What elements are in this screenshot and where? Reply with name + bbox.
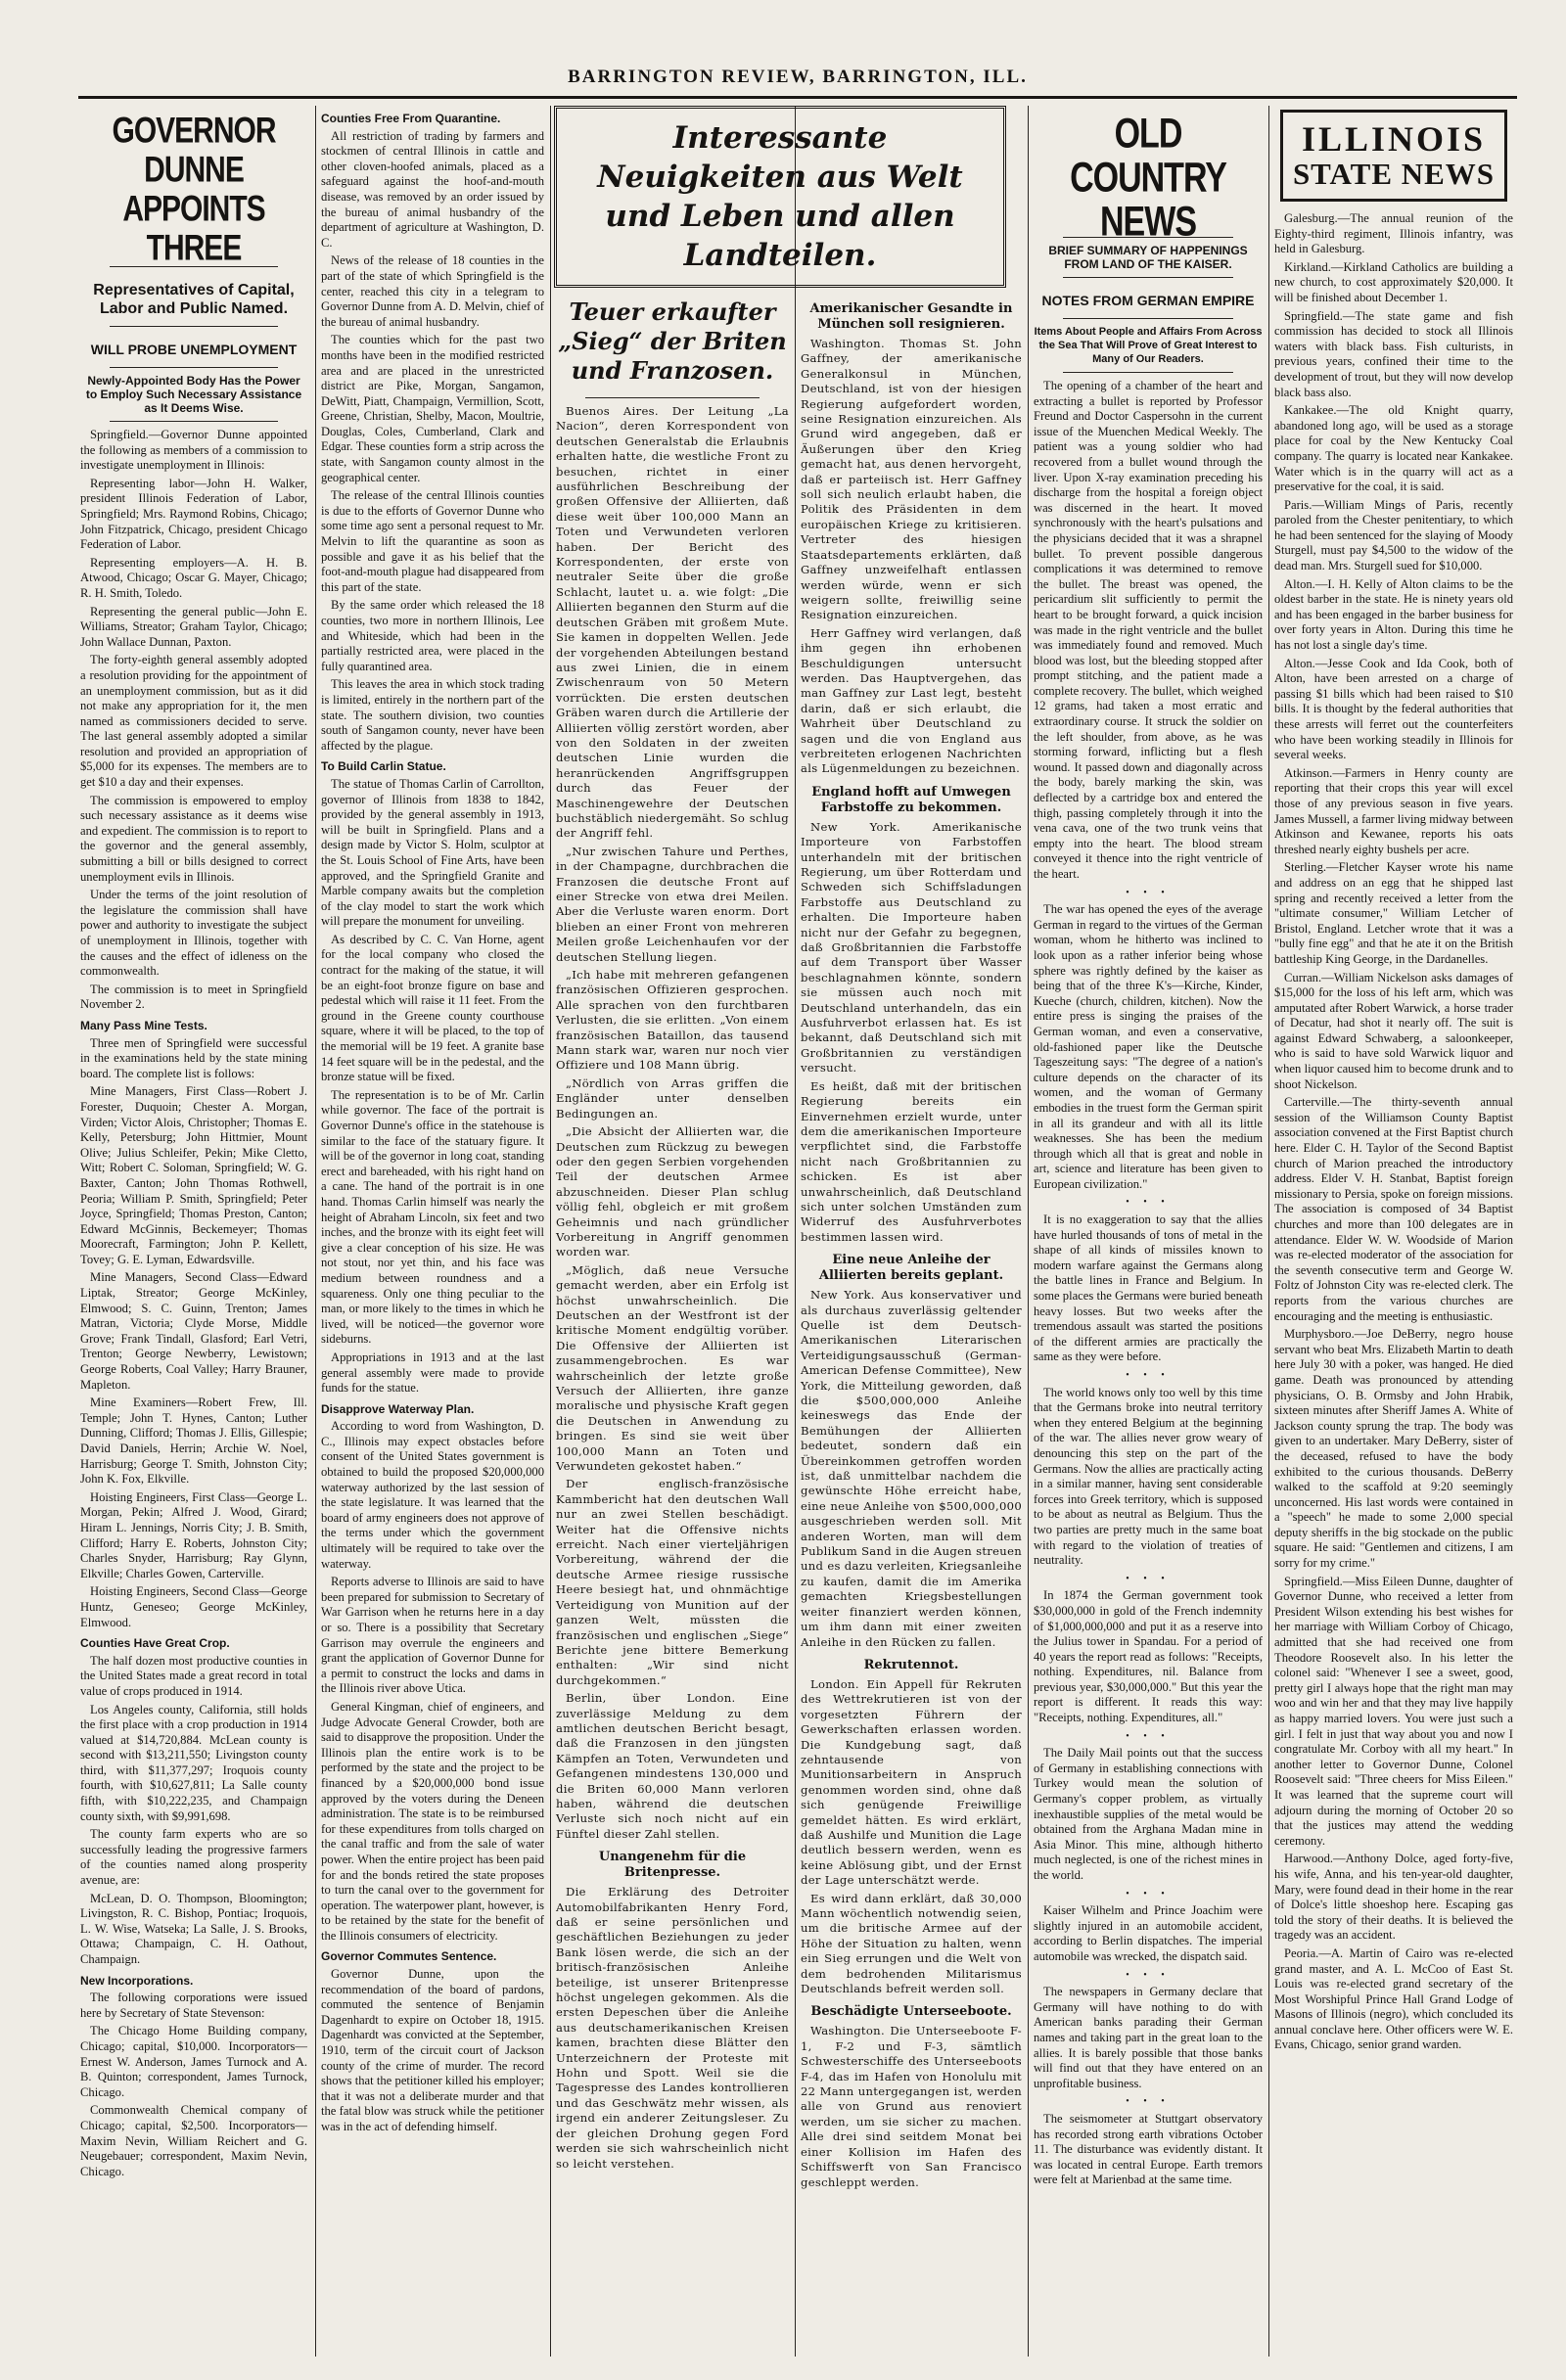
subhead-brief-summary: BRIEF SUMMARY OF HAPPENINGS FROM LAND OF THE KAISER.: [1048, 244, 1248, 271]
article-paragraph: Kirkland.—Kirkland Catholics are building a new church, to cost approximately $20,000. It will be finished about December 1.: [1274, 259, 1513, 304]
german-headline-sieg: Teuer erkaufter „Sieg“ der Briten und Franzosen.: [558, 298, 787, 385]
article-paragraph: Governor Dunne, upon the recommendation of the board of pardons, commuted the sentence of Benjamin Dagenhardt to expire on October 18, 1915. Dagenhardt was convicted at the September, 1910, term of the circuit court of Jackson county of the crime of murder. The record shows that the petitioner killed his employer; that it was not a deliberate murder and that the fatal blow was struck while the petitioner was in the act of defending himself.: [321, 1967, 544, 2133]
article-paragraph: As described by C. C. Van Horne, agent for the local company who closed the contract for the making of the statue, it will be an eight-foot bronze figure on base and pedestal which will raise it 11 feet. From the ground in the Greene county courthouse square, where it will be placed, to the top of the memorial will be 19 feet. A granite base 14 feet square will be in the pedestal, and the bronze statue will be fixed.: [321, 932, 544, 1084]
article-paragraph: News of the release of 18 counties in the part of the state of which Springfield is the center, reached this city in a telegram to Governor Dunne from A. D. Melvin, chief of the bureau of animal husbandry.: [321, 253, 544, 329]
german-subheading-unterseeboote: Beschädigte Unterseeboote.: [810, 2004, 1012, 2020]
subhead-representatives: Representatives of Capital, Labor and Public Named.: [93, 282, 295, 317]
column-rule: [1268, 106, 1269, 2357]
article-paragraph: The representation is to be of Mr. Carlin while governor. The face of the portrait is Governor Dunne's office in the statehouse is similar to the face of the statuary figure. It will be of the governor in long coat, standing erect and bareheaded, with his right hand on a cane. The hand of the portrait is in one hand. Thomas Carlin himself was nearly the height of Abraham Lincoln, six feet and two inches, and the bronze with its eight feet will give a clear conception of his size. He was not stout, nor yet thin, and his face was medium between roundness and a squareness. Only one thing peculiar to the man, or more likely to the times in which he lived, will be noticed—the governor wore sideburns.: [321, 1087, 544, 1347]
article-paragraph: Paris.—William Mings of Paris, recently paroled from the Chester penitentiary, to which he had been sentenced for the slaying of Moody Sturgell, must pay $4,500 to the widow of the dead man. Mrs. Sturgell sued for $10,000.: [1274, 497, 1513, 573]
headline-illinois: ILLINOIS: [1301, 119, 1487, 159]
separator-dots: • • •: [1126, 1573, 1171, 1584]
column-rule: [315, 106, 316, 2357]
article-paragraph: Kaiser Wilhelm and Prince Joachim were slightly injured in an automobile accident, according to Berlin dispatches. The imperial automobile was wrecked, the dispatch said.: [1034, 1903, 1263, 1963]
column-rule: [550, 106, 551, 2357]
article-paragraph: Kankakee.—The old Knight quarry, abandoned long ago, will be used as a storage place for coal by the New Kentucky Coal company. The quarry is located near Kankakee. Water which is in the quarry will act as a preservative for the coal, it is said.: [1274, 403, 1513, 494]
article-paragraph: The Chicago Home Building company, Chicago; capital, $10,000. Incorporators—Ernest W. Anderson, James Turnock and A. B. Quinton; correspondent, James Turnock, Chicago.: [80, 2024, 307, 2099]
article-paragraph: „Nördlich von Arras griffen die Engländer unter denselben Bedingungen an.: [556, 1076, 789, 1121]
article-paragraph: According to word from Washington, D. C., Illinois may expect obstacles before consent of the United States government is obtained to build the proposed $20,000,000 waterway authorized by the last session of the state legislature. It was learned that the board of army engineers does not approve of the terms under which the government ultimately will be required to take over the waterway.: [321, 1419, 544, 1571]
article-paragraph: Peoria.—A. Martin of Cairo was re-elected grand master, and A. L. McCoo of East St. Louis was re-elected grand secretary of the Most Worshipful Prince Hall Grand Lodge of Masons of Illinois (negro), which concluded its annual conclave here. Other officers were W. E. Evans, Chicago, senior grand warden.: [1274, 1945, 1513, 2052]
separator-dots: • • •: [1126, 1730, 1171, 1742]
article-paragraph: Mine Managers, Second Class—Edward Liptak, Streator; George McKinley, Elmwood; S. C. Guinn, Trenton; James Matran, Victoria; Clyde Morse, Middle Grove; Frank Tindall, Glasford; Earl Vetri, Trenton; George Newberry, Lewistown; George Roberts, Coal Valley; Harry Brauner, Mapleton.: [80, 1270, 307, 1392]
article-paragraph: By the same order which released the 18 counties, two more in northern Illinois, Lee and Whiteside, which had been in the partially restricted area, were placed in the fully quarantined area.: [321, 598, 544, 673]
article-paragraph: The Daily Mail points out that the success of Germany in establishing connections with Turkey would mean the solution of Germany's copper problem, as virtually inexhaustible supplies of the metal would be obtained from the Arghana Madan mine in Asia Minor. This mine, although hitherto much neglected, is one of the richest mines in the world.: [1034, 1746, 1263, 1882]
article-paragraph: New York. Amerikanische Importeure von Farbstoffen unterhandeln mit der britischen Regierung, um über Rotterdam und Schweden sich Schiffsladungen Farbstoffe aus Deutschland zu erhalten. Die Importeure haben nicht nur der Gefahr zu begegnen, daß Großbritannien die Farbstoffe auf dem Transport über Wasser beschlagnahmen könnte, sondern sie müssen auch noch mit Deutschland unterhandeln, das ein Ausfuhrverbot erlassen hat. Es ist bekannt, daß Deutschland sich mit Großbritannien zu verständigen versucht.: [801, 819, 1022, 1076]
article-paragraph: Washington. Die Unterseeboote F-1, F-2 und F-3, sämtlich Schwesterschiffe des Unterseeboots F-4, das im Hafen von Honolulu mit 22 Mann untergegangen ist, werden alle von Grund aus renoviert werden, um sie sicher zu machen. Alle drei sind seitdem Monat bei einer Kollision im Hafen des Schiffswerft von San Francisco geschleppt werden.: [801, 2024, 1022, 2189]
article-paragraph: The newspapers in Germany declare that Germany will have nothing to do with American banks parading their German names and taking part in the great loan to the allies. It is barely possible that those banks will find out that they have entered on an unprofitable business.: [1034, 1985, 1263, 2090]
column-rule: [1028, 106, 1029, 2357]
article-paragraph: The county farm experts who are so successfully leading the progressive farmers of the counties named along prosperity avenue, are:: [80, 1827, 307, 1888]
article-paragraph: The seismometer at Stuttgart observatory has recorded strong earth vibrations October 11. The disturbance was evidently distant. It was located in central Europe. Earth tremors were felt at Marienbad at the same time.: [1034, 2111, 1263, 2187]
separator-dots: • • •: [1126, 1888, 1171, 1899]
divider: [585, 397, 760, 398]
column-rule: [795, 106, 796, 2357]
article-paragraph: The following corporations were issued here by Secretary of State Stevenson:: [80, 1991, 307, 2020]
article-paragraph: Springfield.—Governor Dunne appointed the following as members of a commission to investigate unemployment in Illinois:: [80, 428, 307, 473]
subhead-german-empire: NOTES FROM GERMAN EMPIRE: [1041, 293, 1255, 308]
article-paragraph: Los Angeles county, California, still holds the first place with a crop production in 1914 valued at $14,720,884. McLean county is second with $13,211,550; Livingston county third, with $11,377,297; Iroquois county fourth, with $10,627,811; La Salle county fifth, with $10,222,235, and Champaign county sixth, with $9,991,698.: [80, 1702, 307, 1823]
headline-illinois-state-news: [1280, 110, 1507, 202]
article-paragraph: This leaves the area in which stock trading is limited, entirely in the northern part of the state. The southern division, two counties south of Sangamon county, never have been affected by the plague.: [321, 677, 544, 753]
article-paragraph: Under the terms of the joint resolution of the legislature the commission shall have power and authority to investigate the subject of unemployment in Illinois, together with the causes and the effect of idleness on the commonwealth.: [80, 888, 307, 979]
article-paragraph: „Ich habe mit mehreren gefangenen französischen Offizieren gesprochen. Alle sprachen von den furchtbaren Verlusten, die sie erlitten. „Von einem französischen Bataillon, das tausend Mann stark war, waren nur noch vier Offiziere und 108 Mann übrig.: [556, 968, 789, 1073]
article-paragraph: Buenos Aires. Der Leitung „La Nacion“, deren Korrespondent von deutschen Generalstab die Erlaubnis erhalten hatte, die westliche Front zu besuchen, richtet in einer ausführlichen Beschreibung der großen Offensive der Alliierten, daß diese weit über 100,000 Mann an Toten und Verwundeten verloren haben. Der Bericht des Korrespondenten, der erste von neutraler Seite über die große Schlacht, lautet u. a. wie folgt: „Die Alliierten begannen den Sturm auf die deutschen Gräben mit großem Mute. Sie kamen in doppelten Wellen. Jede der vorgehenden Abteilungen bestand aus zwei Linien, die in einem Zwischenraum von 50 Metern vorrückten. Die ersten deutschen Gräben waren durch die Artillerie der Alliierten völlig zerstört worden, aber von den Soldaten in der zweiten deutschen Linie wurden die heranrückenden Angriffsgruppen durch das Feuer der Maschinengewehre der Deutschen buchstäblich niedergemäht. So schlug der Angriff fehl.: [556, 404, 789, 841]
article-paragraph: Der englisch-französische Kammbericht hat den deutschen Wall nur an zwei Stellen beschädigt. Weiter hat die Offensive nichts erreicht. Nach einer vierteljährigen Vorbereitung, während der die deutsche Armee riesige russische Heere besiegt hat, und ohnmächtige Verteidigung von Munition auf der ganzen Welt, müssten die französischen und englischen „Siege“ Berichte jene bittere Bemerkung enthalten: „Wir sind nicht durchgekommen.“: [556, 1477, 789, 1687]
subhead-items-about-people: Items About People and Affairs From Across the Sea That Will Prove of Great Interest to Many of Our Readers.: [1034, 326, 1263, 365]
separator-dots: • • •: [1126, 1370, 1171, 1381]
article-paragraph: Three men of Springfield were successful in the examinations held by the state mining board. The complete list is follows:: [80, 1035, 307, 1080]
subhead-probe-unemployment: WILL PROBE UNEMPLOYMENT: [90, 342, 298, 357]
headline-old-country-news: OLD COUNTRY NEWS: [1070, 110, 1226, 246]
section-heading-quarantine: Counties Free From Quarantine.: [321, 112, 501, 125]
article-paragraph: The world knows only too well by this time that the Germans broke into neutral territory when they entered Belgium at the beginning of the war. The allies never grow weary of denouncing this step on the part of the Germans. Now the allies are practically acting in a similar manner, having sent considerable forces into Greek territory, which is supposed to be about as neutral as Belgium. Thus the two parties are pretty much in the same boat with regard to the violation of treaties of neutrality.: [1034, 1385, 1263, 1568]
article-paragraph: The release of the central Illinois counties is due to the efforts of Governor Dunne who some time ago sent a personal request to Mr. Melvin to lift the quarantine as soon as possible and gave it as his belief that the foot-and-mouth plague had disappeared from this part of the state.: [321, 488, 545, 594]
separator-dots: • • •: [1126, 2096, 1171, 2108]
divider: [110, 367, 278, 368]
article-paragraph: The opening of a chamber of the heart and extracting a bullet is reported by Professor Freund and Doctor Caspersohn in the current issue of the Muenchen Medical Weekly. The patient was a young soldier who had recovered from a bullet wound through the liver. Upon X-ray examination preceding his discharge from the hospital a foreign object was discerned in the heart. It moved synchronously with the heart's pulsations and the physicians decided that it was a shrapnel bullet. To prevent possible dangerous complications it was determined to remove the bullet. The breast was opened, the pericardium slit sufficiently to permit the heart to be brought forward, a quick incision was made in the right ventricle and the bullet was immediately found and removed. Much blood was lost, but the bleeding stopped after prompt stitching, and the patient made a complete recovery. The bullet, which weighed 12 grams, had taken a most erratic and extraordinary course. It struck the soldier on the left shoulder, from above, as he was storming forward, inflicting but a flesh wound. It passed down and diagonally across the body, barely marking the skin, was deflected by a cartridge box and entered the thigh, passing completely through it into the vena cava, one of the two trunk veins that empty into the heart. The blood stream conveyed it thence into the right ventricle of the heart.: [1034, 379, 1263, 881]
separator-dots: • • •: [1126, 1969, 1171, 1981]
article-paragraph: Reports adverse to Illinois are said to have been prepared for submission to Secretary of War Garrison when he returns here in a day or so. There is a possibility that Secretary Garrison may overrule the engineers and grant the application of Governor Dunne for a permit to construct the locks and dams in the Illinois river above Utica.: [321, 1575, 544, 1696]
divider: [1063, 372, 1233, 373]
article-paragraph: Murphysboro.—Joe DeBerry, negro house servant who beat Mrs. Elizabeth Martin to death here July 30 with a poker, was hanged. He died game. Death was pronounced by attending physicians, O. B. Ormsby and John Hrabik, sixteen minutes after Sheriff James A. White of Jackson county sprung the trap. The body was given to an undertaker. Mary DeBerry, sister of the deceased, refused to have the body exhibited to the curious thousands. DeBerry walked to the scaffold at 9:20 seemingly unconcerned. His last words were contained in a "speech" he made to some 2,000 special deputy sheriffs in the big stockade on the public square. He said: "Gentlemen and citizens, I am sorry for my crime.": [1274, 1327, 1513, 1571]
divider: [1063, 318, 1233, 319]
article-paragraph: The half dozen most productive counties in the United States made a great record in total value of crops produced in 1914.: [80, 1653, 307, 1698]
article-paragraph: Es heißt, daß mit der britischen Regierung bereits ein Einvernehmen erzielt wurde, unter dem die amerikanischen Importeure verpflichtet sind, die Farbstoffe nicht nach Großbritannien zu schicken. Es ist aber unwahrscheinlich, daß Deutschland sich unter solchen Umständen zum Widerruf des Ausfuhrverbotes bestimmen lassen wird.: [801, 1078, 1022, 1244]
divider: [110, 421, 278, 422]
article-paragraph: The war has opened the eyes of the average German in regard to the virtues of the German woman, whom he hitherto was inclined to look upon as a rather inferior being whose sphere was rightly defined by the kaiser as being that of the three K's—Kirche, Kinder, Kueche (church, children, kitchen). Now the entire press is singing the praises of the German woman, and even a conservative, old-fashioned paper like the Deutsche Tageszeitung says: "The degree of a nation's culture depends on the character of its women, and the woman of Germany embodies in the truest form the German spirit in all its grandeur and with all its little weaknesses. She has been the medium through which all that is great and noble in art, science and literature has been given to European civilization.": [1034, 902, 1263, 1191]
german-subheading-rekrutennot: Rekrutennot.: [863, 1657, 959, 1672]
article-paragraph: The forty-eighth general assembly adopted a resolution providing for the appointment of an unemployment commission, but as it did not make any appropriation for it, the men named as commissioners decided to serve. The last general assembly adopted a similar resolution and provided an appropriation of $5,000 for its expenses. The members are to get $10 a day and their expenses.: [80, 653, 307, 790]
article-paragraph: Sterling.—Fletcher Kayser wrote his name and address on an egg that he shipped last spring and recently received a letter from the "ultimate consumer," William Letcher of Bristol, England. Letcher wrote that it was a "bully fine egg" and that he ate it on the British battleship King George, in the Dardanelles.: [1274, 860, 1513, 966]
article-paragraph: Springfield.—Miss Eileen Dunne, daughter of Governor Dunne, who received a letter from President Wilson extending his best wishes for her marriage with William Corboy of Chicago, admitted that she had received one from Theodore Roosevelt also. In his letter the colonel said: "Whenever I see a sweet, good, pretty girl I always hope that the right man may woo and win her and that they may live happily as happy married lovers. You were just such a girl. I felt in just that way about you and now I congratulate Mr. Corboy with all my heart." In another letter to Governor Dunne, Colonel Roosevelt said: "Three cheers for Miss Eileen." It was learned that the supreme court will adjourn during the morning of October 20 so that the justices may attend the wedding ceremony.: [1274, 1574, 1513, 1848]
column-governor-dunne: [80, 106, 307, 2357]
article-paragraph: The counties which for the past two months have been in the modified restricted area and are placed in the unrestricted district are Pike, Morgan, Sangamon, DeWitt, Piatt, Champaign, Vermillion, Scott, Greene, Christian, Shelby, Macon, Moultrie, Douglas, Coles, Cumberland, Clark and Edgar. These counties form a strip across the state, with Sangamon county almost in the geographical center.: [321, 333, 544, 484]
divider: [110, 326, 278, 327]
separator-dots: • • •: [1126, 1197, 1171, 1209]
article-paragraph: Herr Gaffney wird verlangen, daß ihm gegen ihn erhobenen Beschuldigungen untersucht werden. Das Hauptvergehen, das man Gaffney zur Last legt, besteht darin, daß er sich erlaubt, die Wahrheit über Deutschland zu sagen und die von England aus verbreiteten erlogenen Nachrichten als Lügenmeldungen zu bezeichnen.: [801, 625, 1022, 776]
article-paragraph: London. Ein Appell für Rekruten des Wettrekrutieren ist von der vorgesetzten Führern der Gewerkschaften erlassen worden. Die Kundgebung sagt, daß zehntausende von Munitionsarbeitern in Anspruch genommen worden sind, ohne daß sich genügende Freiwillige gemeldet hätten. Es wird erklärt, daß Aushilfe und Munition die Lage deutlich bessern werden, wenn es keine Ablösung gibt, und der Ernst der Lage unterschätzt werde.: [801, 1676, 1022, 1888]
german-subheading-britenpresse: Unangenehm für die Britenpresse.: [598, 1850, 747, 1881]
column-german-notes: [801, 294, 1022, 2357]
article-paragraph: The commission is to meet in Springfield November 2.: [80, 982, 307, 1012]
article-paragraph: McLean, D. O. Thompson, Bloomington; Livingston, R. C. Bishop, Pontiac; Iroquois, L. W. Wise, Watseka; La Salle, J. S. Brooks, Ottawa; Champaign, C. H. Oathout, Champaign.: [80, 1891, 307, 1966]
article-paragraph: Representing the general public—John E. Williams, Streator; Graham Taylor, Chicago; John Wallace Dunnan, Paxton.: [80, 604, 307, 649]
article-paragraph: In 1874 the German government took $30,000,000 in gold of the French indemnity of $1,000,000,000 and put it as a reserve into the Julius tower in Spandau. For a period of 40 years the report read as follows: "Receipts, nothing. Expenditures, nil. Balance from previous year, $30,000,000." But this year the report is different. It reads this way: "Receipts, nothing. Expenditures, all.": [1034, 1588, 1263, 1725]
column-old-country-news: [1034, 106, 1263, 2357]
german-headline-box: Interessante Neuigkeiten aus Welt und Leben und allen Landteilen.: [554, 106, 1006, 288]
article-paragraph: Alton.—I. H. Kelly of Alton claims to be the oldest barber in the state. He is ninety years old and has been engaged in the barber business for over forty years in Alton. During this time he has not lost a single day's time.: [1274, 576, 1513, 653]
section-heading-mine-tests: Many Pass Mine Tests.: [80, 1018, 207, 1032]
german-subheading-farbstoffe: England hofft auf Umwegen Farbstoffe zu bekommen.: [811, 784, 1011, 815]
section-heading-commutes-sentence: Governor Commutes Sentence.: [321, 1949, 497, 1964]
article-paragraph: Washington. Thomas St. John Gaffney, der amerikanische Generalkonsul in München, Deutschland, ist von der hiesigen Regierung aufgefordert worden, seine Resignation einzureichen. Als Grund wird angegeben, daß er Äußerungen über den Krieg gemacht hat, aus denen hervorgeht, daß er parteiisch ist. Herr Gaffney soll sich neulich erlaubt haben, die Politik des Präsidenten in dem europäischen Kriege zu kritisieren. Vertreter des hiesigen Staatsdepartements erklärten, daß Gaffney unzweifelhaft entlassen werden würde, wenn er sich weigern sollte, freiwillig seine Resignation einzureichen.: [801, 337, 1022, 622]
article-paragraph: Berlin, über London. Eine zuverlässige Meldung zu dem amtlichen deutschen Bericht besagt, daß die Franzosen in den jüngsten Kämpfen an Toten, Verwundeten und Gefangenen mindestens 130,000 und die Briten 60,000 Mann verloren haben, während die deutschen Verluste sich noch nicht auf ein Fünftel dieser Zahl stellen.: [556, 1691, 789, 1841]
article-paragraph: The commission is empowered to employ such necessary assistance as it deems wise and expedient. The commission is to report to the governor and the general assembly, submitting a bill or bills designed to correct unemployment evils in Illinois.: [80, 793, 307, 884]
article-paragraph: Representing employers—A. H. B. Atwood, Chicago; Oscar G. Mayer, Chicago; R. H. Smith, Toledo.: [80, 555, 307, 600]
divider: [1063, 277, 1233, 278]
german-subheading-gesandte: Amerikanischer Gesandte in München soll resignieren.: [809, 301, 1013, 332]
headline-state-news: STATE NEWS: [1292, 157, 1496, 191]
article-paragraph: The statue of Thomas Carlin of Carrollton, governor of Illinois from 1838 to 1842, provided by the general assembly in 1913, will be built in Springfield. Plans and a design made by Victor S. Holm, sculptor at the St. Louis School of Fine Arts, have been approved, and the Springfield Granite and Marble company awaits but the completion of the clay model to start the work which will prepare the monument for unveiling.: [321, 776, 544, 929]
article-paragraph: Mine Managers, First Class—Robert J. Forester, Duquoin; Chester A. Morgan, Virden; Victor Alois, Christopher; Thomas E. Kelly, Petersburg; John Hittmier, Mount Olive; Julius Schleifer, Pekin; Mike Cletto, Witt; Robert C. Soloman, Springfield; W. G. Baxter, Canton; John Thomas Rothwell, Peoria; William P. Smith, Springfield; Peter Joyce, Springfield; Thomas Preston, Canton; Edward McGinnis, Beckemeyer; Thomas Moorecraft, Farmington; John P. Kellett, Tovey; G. E. Lyman, Edwardsville.: [80, 1084, 307, 1266]
article-paragraph: All restriction of trading by farmers and stockmen of central Illinois in cattle and other cloven-hoofed animals, placed as a safeguard against the hoof-and-mouth disease, was removed by an order issued by the bureau of animal husbandry of the department of agriculture at Washington, D. C.: [321, 128, 544, 250]
article-paragraph: General Kingman, chief of engineers, and Judge Advocate General Crowder, both are said to disapprove the proposition. Under the Illinois plan the entire work is to be performed by the state and the project to be financed by a $20,000,000 bond issue approved by the voters during the Deneen administration. The state is to be reimbursed for these expenditures from tolls charged on the canal traffic and from the sale of water power. When the entire project has been paid for and the bonds retired the state proposes to turn the canal over to the government for operation. The waterpower plant, however, is to be retained by the state for the benefit of the Illinois consumers of electricity.: [321, 1699, 544, 1943]
article-paragraph: Appropriations in 1913 and at the last general assembly were made to provide funds for the statue.: [321, 1350, 544, 1396]
masthead: BARRINGTON REVIEW, BARRINGTON, ILL.: [78, 67, 1517, 99]
article-paragraph: Die Erklärung des Detroiter Automobilfabrikanten Henry Ford, daß er seine persönlichen und geschäftlichen Beziehungen zu jeder Bank lösen werde, die sich an der britisch-französischen Anleihe beteilige, ist unserer Britenpresse höchst ungelegen gekommen. Als die ersten Depeschen über die Anleihe aus deutschamerikanischen Kreisen kamen, brachten diese Blätter den Unterzeichnern der Proteste mit Hohn und Spott. Weil sie die Tagespresse des Landes kontrollieren und das Geschwätz mehr wissen, als irgend ein anderer Zeitungsleser. Zu der gleichen Drohung gegen Ford werden sie sich wahrscheinlich nicht so leicht verstehen.: [556, 1885, 789, 2171]
article-paragraph: Alton.—Jesse Cook and Ida Cook, both of Alton, have been arrested on a charge of passing $1 bills which had been raised to $10 bills. It is thought by the federal authorities that these arrests will ferret out the counterfeiters who have been working steadily in Illinois for several weeks.: [1274, 656, 1513, 762]
article-paragraph: „Möglich, daß neue Versuche gemacht werden, aber ein Erfolg ist höchst unwahrscheinlich. Die Deutschen an der Westfront ist der kritische Moment endgültig vorüber. Die Offensive der Alliierten ist zusammengebrochen. Es war wahrscheinlich der letzte große Versuch der Alliierten, ihre ganze moralische und physische Kraft gegen die Deutschen in Anwendung zu bringen. Es sind sie weit über 100,000 Mann an Toten und Verwundeten gekostet haben.“: [556, 1262, 789, 1474]
article-paragraph: Carterville.—The thirty-seventh annual session of the Williamson County Baptist association convened at the First Baptist church here. Elder C. H. Taylor of the Second Baptist church of Marion preached the introductory address. Elder V. H. Stanbat, Baptist foreign missionary to Persia, spoke on foreign missions. The association is composed of 34 Baptist churches and more than 100 delegates are in attendance. Elder W. W. Woodside of Marion was re-elected moderator of the association for the seventh consecutive term and George W. Foltz of Johnston City was re-elected clerk. The reports from the various churches are encouraging and the meeting is enthusiastic.: [1274, 1095, 1513, 1323]
article-paragraph: It is no exaggeration to say that the allies have hurled thousands of tons of metal in the shape of all kinds of missiles known to modern warfare against the Germans along the battle lines in France and Belgium. In some places the Germans were buried beneath heavy losses. But two weeks after the tremendous assault was started the positions of the different armies are practically the same as they were before.: [1034, 1213, 1263, 1364]
article-paragraph: Harwood.—Anthony Dolce, aged forty-five, his wife, Anna, and his ten-year-old daughter, Mary, were found dead in their home in the rear of Dolce's little shoeshop here. Escaping gas told the story of their deaths. It is believed the tragedy was an accident.: [1274, 1852, 1513, 1943]
section-heading-carlin-statue: To Build Carlin Statue.: [321, 759, 446, 774]
column-illinois-state-news: [1274, 106, 1513, 2357]
article-paragraph: Mine Examiners—Robert Frew, Ill. Temple; John T. Hynes, Canton; Luther Dunning, Clifford; Thomas J. Ellis, Gillespie; David Daniels, Herrin; Archie W. Noel, Harrisburg; George T. Smith, Johnston City; John K. Fox, Elkville.: [80, 1396, 307, 1487]
section-heading-waterway: Disapprove Waterway Plan.: [321, 1401, 475, 1416]
article-paragraph: Atkinson.—Farmers in Henry county are reporting that their crops this year will excel those of any previous season in five years. James Mussell, a farmer living midway between Atkinson and Kewanee, reports his oats threshed nearly eighty bushels per acre.: [1274, 765, 1513, 856]
article-paragraph: Curran.—William Nickelson asks damages of $15,000 for the loss of his left arm, which was amputated after Robert Warwick, a horse trader of Decatur, had shot it nearly off. The suit is against Edward Schwaberg, a saloonkeeper, who is said to have sold Warwick liquor and when liquor caused him to become drunk and to shoot Nickelson.: [1274, 970, 1513, 1091]
article-paragraph: Hoisting Engineers, Second Class—George Huntz, Geneseo; George McKinley, Elmwood.: [80, 1584, 307, 1629]
article-paragraph: „Nur zwischen Tahure und Perthes, in der Champagne, durchbrachen die Franzosen die deutsche Front auf einer Strecke von etwa drei Meilen. Aber die Verluste waren enorm. Dort blieben an einer Front von mehreren Meilen große Leichenhaufen vor der deutschen Stellung liegen.: [556, 844, 789, 964]
german-subheading-anleihe: Eine neue Anleihe der Alliierten bereits geplant.: [818, 1253, 1004, 1284]
article-paragraph: Es wird dann erklärt, daß 30,000 Mann wöchentlich notwendig seien, um die britische Armee auf der Höhe der Situation zu halten, wenn ein Sieg errungen und die Welt von dem bedrohenden Militarismus Deutschlands befreit werden soll.: [801, 1891, 1022, 1996]
separator-dots: • • •: [1126, 887, 1171, 898]
section-heading-incorporations: New Incorporations.: [80, 1973, 194, 1988]
headline-governor-dunne: GOVERNOR DUNNE APPOINTS THREE: [112, 110, 276, 268]
article-paragraph: New York. Aus konservativer und als durchaus zuverlässig geltender Quelle ist dem Deutsch-Amerikanischen Literarischen Verteidigungsausschuß (German-American Defense Committee), New York, die Mitteilung geworden, daß die $500,000,000 Anleihe keineswegs das Ende der Bemühungen der Alliierten bedeutet, sondern daß ein Übereinkommen getroffen worden ist, daß unmittelbar nachdem die gewünschte Höhe erreicht habe, eine neue Anleihe von $500,000,000 ausgeschrieben werden soll. Mit anderen Worten, man will dem Publikum Sand in die Augen streuen und es dazu verleiten, Kriegsanleihe zu kaufen, damit die im Amerika gemachten Kriegsbestellungen weiter finanziert werden können, um ihm dann mit einer zweiten Anleihe in den Rücken zu fallen.: [801, 1288, 1022, 1649]
column-state-notes: [321, 106, 544, 2357]
article-paragraph: „Die Absicht der Alliierten war, die Deutschen zum Rückzug zu bewegen oder den gegen Serbien vorgehenden Teil der deutschen Armee abzuschneiden. Dieser Plan schlug völlig fehl, obgleich er mit großem Geheimnis und nach gründlicher Vorbereitung in Angriff genommen worden war.: [556, 1124, 789, 1259]
article-paragraph: Springfield.—The state game and fish commission has decided to stock all Illinois waters with black bass. Fish culturists, in previous years, confined their time to the development of trout, but they will now develop black bass also.: [1274, 308, 1513, 399]
article-paragraph: Galesburg.—The annual reunion of the Eighty-third regiment, Illinois infantry, was held in Galesburg.: [1274, 211, 1513, 256]
section-heading-great-crop: Counties Have Great Crop.: [80, 1636, 230, 1651]
subhead-newly-appointed: Newly-Appointed Body Has the Power to Employ Such Necessary Assistance as It Deems Wise.: [85, 374, 302, 415]
article-paragraph: Commonwealth Chemical company of Chicago; capital, $2,500. Incorporators—Maxim Nevin, William Reichert and G. Neugebauer; correspondent, Maxim Nevin, Chicago.: [80, 2103, 307, 2178]
article-paragraph: Representing labor—John H. Walker, president Illinois Federation of Labor, Springfield; Mrs. Raymond Robins, Chicago; John Fitzpatrick, Chicago, president Chicago Federation of Labor.: [80, 476, 307, 552]
article-paragraph: Hoisting Engineers, First Class—George L. Morgan, Pekin; Alfred J. Wood, Girard; Hiram L. Jennings, Norris City; J. B. Smith, Clifford; Harry E. Roberts, Johnston City; Charles Snyder, Harrisburg; Ray Glynn, Elkville; Charles Gowen, Carterville.: [80, 1489, 307, 1580]
